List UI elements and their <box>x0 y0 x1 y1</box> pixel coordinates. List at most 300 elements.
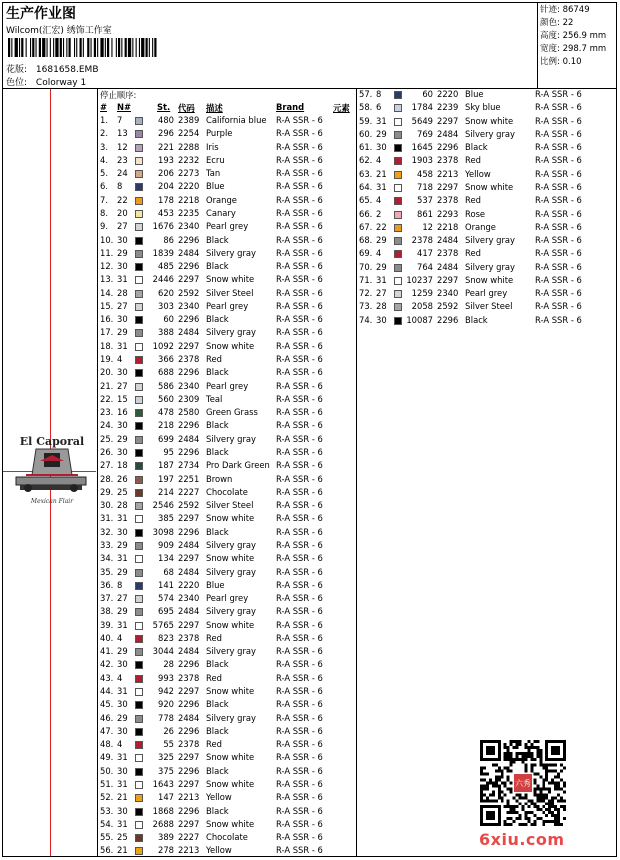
row-brand: R-A SSR - 6 <box>276 539 323 550</box>
row-needle: 29 <box>117 646 128 657</box>
row-brand: R-A SSR - 6 <box>276 447 323 457</box>
row-index: 50. <box>100 765 114 776</box>
row-needle: 31 <box>117 686 128 697</box>
row-code: 2297 <box>178 619 200 630</box>
table-row <box>100 726 350 739</box>
row-description: Canary <box>206 207 236 218</box>
row-code: 2378 <box>437 248 459 259</box>
row-stitches: 375 <box>158 765 174 776</box>
row-stitches: 5765 <box>152 619 174 630</box>
color-swatch <box>394 250 402 258</box>
row-brand: R-A SSR - 6 <box>276 553 323 564</box>
row-needle: 29 <box>376 261 387 272</box>
row-index: 58. <box>359 102 373 113</box>
row-stitches: 1092 <box>152 340 174 351</box>
row-description: Silvery gray <box>465 261 515 272</box>
row-stitches: 695 <box>158 606 174 617</box>
row-stitches: 2546 <box>152 500 174 511</box>
row-index: 68. <box>359 235 373 246</box>
row-index: 17. <box>100 327 114 338</box>
color-swatch <box>135 834 143 842</box>
row-needle: 28 <box>117 500 128 511</box>
row-stitches: 458 <box>417 168 433 179</box>
row-stitches: 3044 <box>152 646 174 657</box>
row-code: 2218 <box>437 221 459 232</box>
row-needle: 30 <box>117 659 128 670</box>
row-stitches: 3098 <box>152 526 174 537</box>
row-description: Red <box>206 632 222 643</box>
row-code: 2297 <box>178 340 200 351</box>
row-stitches: 909 <box>158 539 174 550</box>
table-row <box>100 646 350 659</box>
row-index: 47. <box>100 725 114 736</box>
row-description: Chocolate <box>206 486 248 497</box>
table-row <box>359 155 609 168</box>
row-brand: R-A SSR - 6 <box>276 818 323 829</box>
row-description: Silvery gray <box>206 539 256 550</box>
row-needle: 28 <box>376 301 387 312</box>
row-needle: 30 <box>117 765 128 776</box>
row-brand: R-A SSR - 6 <box>276 340 323 351</box>
row-stitches: 1645 <box>411 142 433 153</box>
row-needle: 8 <box>376 89 382 99</box>
row-needle: 2 <box>376 208 382 219</box>
col-header-elements: 元素 <box>333 103 350 113</box>
table-row <box>100 739 350 752</box>
design-preview <box>3 89 96 856</box>
row-brand: R-A SSR - 6 <box>535 181 582 192</box>
row-stitches: 574 <box>158 593 174 604</box>
color-swatch <box>394 131 402 139</box>
row-stitches: 197 <box>158 473 174 484</box>
row-stitches: 2058 <box>411 301 433 312</box>
row-stitches: 1259 <box>411 288 433 299</box>
row-index: 71. <box>359 274 373 285</box>
row-index: 8. <box>100 207 108 218</box>
row-description: Orange <box>465 221 496 232</box>
table-row <box>100 128 350 141</box>
table-row <box>100 500 350 513</box>
row-brand: R-A SSR - 6 <box>276 207 323 218</box>
row-needle: 30 <box>117 447 128 457</box>
row-code: 2227 <box>178 486 200 497</box>
row-stitches: 147 <box>158 792 174 803</box>
table-row <box>359 222 609 235</box>
row-stitches: 537 <box>417 195 433 206</box>
row-brand: R-A SSR - 6 <box>276 194 323 205</box>
table-row <box>100 195 350 208</box>
row-stitches: 1903 <box>411 155 433 166</box>
col-header-desc: 描述 <box>206 103 223 113</box>
row-stitches: 769 <box>417 128 433 139</box>
row-index: 49. <box>100 752 114 763</box>
row-description: Silvery gray <box>206 327 256 338</box>
table-row <box>359 89 609 102</box>
row-index: 63. <box>359 168 373 179</box>
row-description: Red <box>206 354 222 365</box>
color-swatch <box>135 661 143 669</box>
row-needle: 16 <box>117 407 128 418</box>
qr-code <box>480 740 566 826</box>
row-index: 25. <box>100 433 114 444</box>
color-swatch <box>135 489 143 497</box>
row-stitches: 920 <box>158 699 174 710</box>
color-swatch <box>135 582 143 590</box>
row-code: 2227 <box>178 832 200 843</box>
table-row <box>100 248 350 261</box>
row-brand: R-A SSR - 6 <box>276 261 323 272</box>
row-code: 2484 <box>178 712 200 723</box>
row-code: 2484 <box>178 247 200 258</box>
row-stitches: 388 <box>158 327 174 338</box>
table-row <box>100 606 350 619</box>
row-description: Red <box>206 672 222 683</box>
color-swatch <box>135 675 143 683</box>
row-needle: 30 <box>376 314 387 325</box>
row-needle: 24 <box>117 168 128 179</box>
row-index: 12. <box>100 261 114 272</box>
table-row <box>359 301 609 314</box>
color-swatch <box>394 237 402 245</box>
color-swatch <box>135 462 143 470</box>
row-brand: R-A SSR - 6 <box>276 473 323 484</box>
color-swatch <box>135 117 143 125</box>
studio-name: Wilcom(汇宏) 绣饰工作室 <box>6 26 112 36</box>
row-stitches: 1868 <box>152 805 174 816</box>
color-swatch <box>135 715 143 723</box>
col-header-brand: Brand <box>276 102 305 112</box>
table-row <box>100 407 350 420</box>
row-stitches: 325 <box>158 752 174 763</box>
row-brand: R-A SSR - 6 <box>535 274 582 285</box>
row-index: 16. <box>100 314 114 325</box>
row-stitches: 453 <box>158 207 174 218</box>
row-stitches: 221 <box>158 141 174 152</box>
row-code: 2232 <box>178 154 200 165</box>
row-code: 2296 <box>178 234 200 245</box>
row-index: 13. <box>100 274 114 285</box>
color-swatch <box>135 343 143 351</box>
row-needle: 31 <box>117 340 128 351</box>
table-row <box>100 766 350 779</box>
row-description: Chocolate <box>206 832 248 843</box>
col-header-num: # <box>100 102 108 112</box>
row-brand: R-A SSR - 6 <box>276 128 323 139</box>
row-code: 2220 <box>178 181 200 192</box>
row-index: 52. <box>100 792 114 803</box>
table-row <box>100 274 350 287</box>
row-needle: 27 <box>117 300 128 311</box>
row-stitches: 861 <box>417 208 433 219</box>
table-row <box>100 633 350 646</box>
color-swatch <box>394 197 402 205</box>
row-needle: 30 <box>117 234 128 245</box>
row-stitches: 206 <box>158 168 174 179</box>
row-stitches: 586 <box>158 380 174 391</box>
row-needle: 30 <box>117 725 128 736</box>
row-description: Black <box>206 261 229 272</box>
row-brand: R-A SSR - 6 <box>276 274 323 285</box>
row-description: Black <box>465 314 488 325</box>
table-row <box>100 540 350 553</box>
row-needle: 12 <box>117 141 128 152</box>
row-brand: R-A SSR - 6 <box>276 765 323 776</box>
row-stitches: 385 <box>158 513 174 524</box>
row-description: Silvery gray <box>206 606 256 617</box>
row-needle: 7 <box>117 115 123 125</box>
row-code: 2296 <box>178 805 200 816</box>
table-row <box>100 460 350 473</box>
row-description: Pearl grey <box>206 300 249 311</box>
table-row <box>100 752 350 765</box>
design-stats <box>540 4 606 69</box>
table-row <box>359 288 609 301</box>
row-brand: R-A SSR - 6 <box>276 221 323 232</box>
row-index: 38. <box>100 606 114 617</box>
row-code: 2296 <box>178 420 200 431</box>
row-code: 2378 <box>178 632 200 643</box>
table-row <box>359 169 609 182</box>
row-stitches: 2688 <box>152 818 174 829</box>
color-swatch <box>135 768 143 776</box>
row-description: Silver Steel <box>206 287 254 298</box>
color-swatch <box>135 515 143 523</box>
row-stitches: 389 <box>158 832 174 843</box>
table-row <box>100 341 350 354</box>
row-brand: R-A SSR - 6 <box>276 739 323 750</box>
row-brand: R-A SSR - 6 <box>276 606 323 617</box>
row-needle: 21 <box>376 168 387 179</box>
row-code: 2340 <box>178 593 200 604</box>
row-code: 2239 <box>437 102 459 113</box>
color-swatch <box>135 542 143 550</box>
row-stitches: 68 <box>163 566 174 577</box>
table-row <box>100 806 350 819</box>
logo-subtext: Mexican Flair <box>30 498 74 505</box>
row-stitches: 2446 <box>152 274 174 285</box>
row-description: Red <box>465 155 481 166</box>
color-swatch <box>394 118 402 126</box>
row-code: 2484 <box>178 646 200 657</box>
row-index: 54. <box>100 818 114 829</box>
row-description: Green Grass <box>206 407 258 418</box>
row-stitches: 778 <box>158 712 174 723</box>
row-stitches: 480 <box>158 115 174 125</box>
row-description: Black <box>206 725 229 736</box>
row-stitches: 204 <box>158 181 174 192</box>
color-swatch <box>135 529 143 537</box>
color-swatch <box>394 211 402 219</box>
row-stitches: 141 <box>158 579 174 590</box>
row-code: 2378 <box>437 155 459 166</box>
table-row <box>100 699 350 712</box>
row-needle: 30 <box>117 420 128 431</box>
row-index: 14. <box>100 287 114 298</box>
color-swatch <box>135 276 143 284</box>
color-swatch <box>135 329 143 337</box>
table-row <box>359 116 609 129</box>
table-row <box>359 315 609 328</box>
colorway-label: 色位: <box>6 78 28 88</box>
table-row <box>100 434 350 447</box>
row-needle: 22 <box>376 221 387 232</box>
logo-text: El Caporal <box>19 435 85 448</box>
row-description: Snow white <box>465 115 514 126</box>
color-swatch <box>135 608 143 616</box>
color-swatch <box>135 356 143 364</box>
row-code: 2340 <box>178 380 200 391</box>
row-stitches: 178 <box>158 194 174 205</box>
color-swatch <box>135 847 143 855</box>
row-index: 51. <box>100 779 114 789</box>
row-needle: 18 <box>117 460 128 471</box>
table-row <box>100 420 350 433</box>
row-description: Black <box>206 699 229 710</box>
row-description: Red <box>206 739 222 750</box>
page-title: 生产作业图 <box>6 6 76 22</box>
row-description: Snow white <box>465 181 514 192</box>
color-swatch <box>135 569 143 577</box>
row-stitches: 823 <box>158 632 174 643</box>
color-swatch <box>394 224 402 232</box>
row-needle: 30 <box>117 261 128 272</box>
row-description: Black <box>206 659 229 670</box>
row-description: Black <box>206 447 229 457</box>
row-stitches: 764 <box>417 261 433 272</box>
table-row <box>359 209 609 222</box>
row-code: 2592 <box>178 500 200 511</box>
row-index: 22. <box>100 393 114 404</box>
color-swatch <box>394 303 402 311</box>
table-row <box>100 221 350 234</box>
table-row <box>100 673 350 686</box>
row-stitches: 60 <box>163 314 174 325</box>
row-needle: 20 <box>117 207 128 218</box>
row-index: 2. <box>100 128 108 139</box>
row-index: 24. <box>100 420 114 431</box>
row-needle: 31 <box>376 274 387 285</box>
table-row <box>100 845 350 858</box>
row-description: Black <box>206 234 229 245</box>
row-description: Iris <box>206 141 219 152</box>
design-file: 1681658.EMB <box>35 65 99 75</box>
color-swatch <box>135 144 143 152</box>
row-description: Pearl grey <box>465 288 508 299</box>
row-needle: 4 <box>376 155 382 166</box>
row-index: 1. <box>100 115 108 125</box>
row-code: 2273 <box>178 168 200 179</box>
row-index: 36. <box>100 579 114 590</box>
row-code: 2734 <box>178 460 200 471</box>
row-needle: 31 <box>376 115 387 126</box>
table-row <box>100 593 350 606</box>
color-swatch <box>135 821 143 829</box>
row-description: Snow white <box>206 619 255 630</box>
table-row <box>100 580 350 593</box>
table-row <box>100 792 350 805</box>
row-index: 67. <box>359 221 373 232</box>
table-row <box>100 288 350 301</box>
row-brand: R-A SSR - 6 <box>276 619 323 630</box>
row-index: 3. <box>100 141 108 152</box>
row-needle: 31 <box>117 818 128 829</box>
row-code: 2296 <box>178 526 200 537</box>
row-brand: R-A SSR - 6 <box>276 380 323 391</box>
row-code: 2296 <box>178 367 200 378</box>
row-brand: R-A SSR - 6 <box>535 115 582 126</box>
row-index: 70. <box>359 261 373 272</box>
table-row <box>359 102 609 115</box>
col-header-n: N# <box>117 102 132 112</box>
row-brand: R-A SSR - 6 <box>276 367 323 378</box>
row-brand: R-A SSR - 6 <box>276 433 323 444</box>
row-stitches: 993 <box>158 672 174 683</box>
row-description: Black <box>206 526 229 537</box>
row-description: Black <box>206 314 229 325</box>
row-needle: 4 <box>117 672 123 683</box>
row-brand: R-A SSR - 6 <box>535 248 582 259</box>
stats-divider <box>537 2 538 88</box>
row-code: 2293 <box>437 208 459 219</box>
color-swatch <box>135 383 143 391</box>
row-brand: R-A SSR - 6 <box>276 393 323 404</box>
row-brand: R-A SSR - 6 <box>535 102 582 113</box>
row-stitches: 60 <box>422 89 433 99</box>
row-stitches: 5649 <box>411 115 433 126</box>
row-index: 31. <box>100 513 114 524</box>
row-needle: 29 <box>117 247 128 258</box>
row-brand: R-A SSR - 6 <box>276 845 323 856</box>
color-swatch <box>135 197 143 205</box>
row-description: Snow white <box>206 752 255 763</box>
row-stitches: 10087 <box>406 314 433 325</box>
color-swatch <box>394 290 402 298</box>
design-line <box>6 62 99 75</box>
table-row <box>100 513 350 526</box>
table-row <box>100 235 350 248</box>
row-code: 2340 <box>178 221 200 232</box>
row-stitches: 620 <box>158 287 174 298</box>
color-swatch <box>135 422 143 430</box>
row-description: Red <box>465 248 481 259</box>
row-code: 2297 <box>178 513 200 524</box>
qr-stamp: 六秀 <box>515 779 531 789</box>
row-code: 2288 <box>178 141 200 152</box>
row-description: Snow white <box>465 274 514 285</box>
row-brand: R-A SSR - 6 <box>276 579 323 590</box>
row-stitches: 478 <box>158 407 174 418</box>
row-stitches: 1784 <box>411 102 433 113</box>
row-stitches: 1676 <box>152 221 174 232</box>
color-swatch <box>135 396 143 404</box>
row-description: Pearl grey <box>206 593 249 604</box>
row-description: Pro Dark Green <box>206 460 270 471</box>
row-code: 2296 <box>178 314 200 325</box>
row-index: 48. <box>100 739 114 750</box>
row-needle: 8 <box>117 181 123 192</box>
color-swatch <box>135 210 143 218</box>
row-description: Rose <box>465 208 486 219</box>
row-index: 6. <box>100 181 108 192</box>
row-brand: R-A SSR - 6 <box>535 195 582 206</box>
row-stitches: 26 <box>163 725 174 736</box>
row-index: 43. <box>100 672 114 683</box>
row-needle: 31 <box>376 181 387 192</box>
row-code: 2580 <box>178 407 200 418</box>
row-stitches: 10237 <box>406 274 433 285</box>
table-row <box>100 487 350 500</box>
stat-stitches: 针迹: 86749 <box>540 5 590 15</box>
